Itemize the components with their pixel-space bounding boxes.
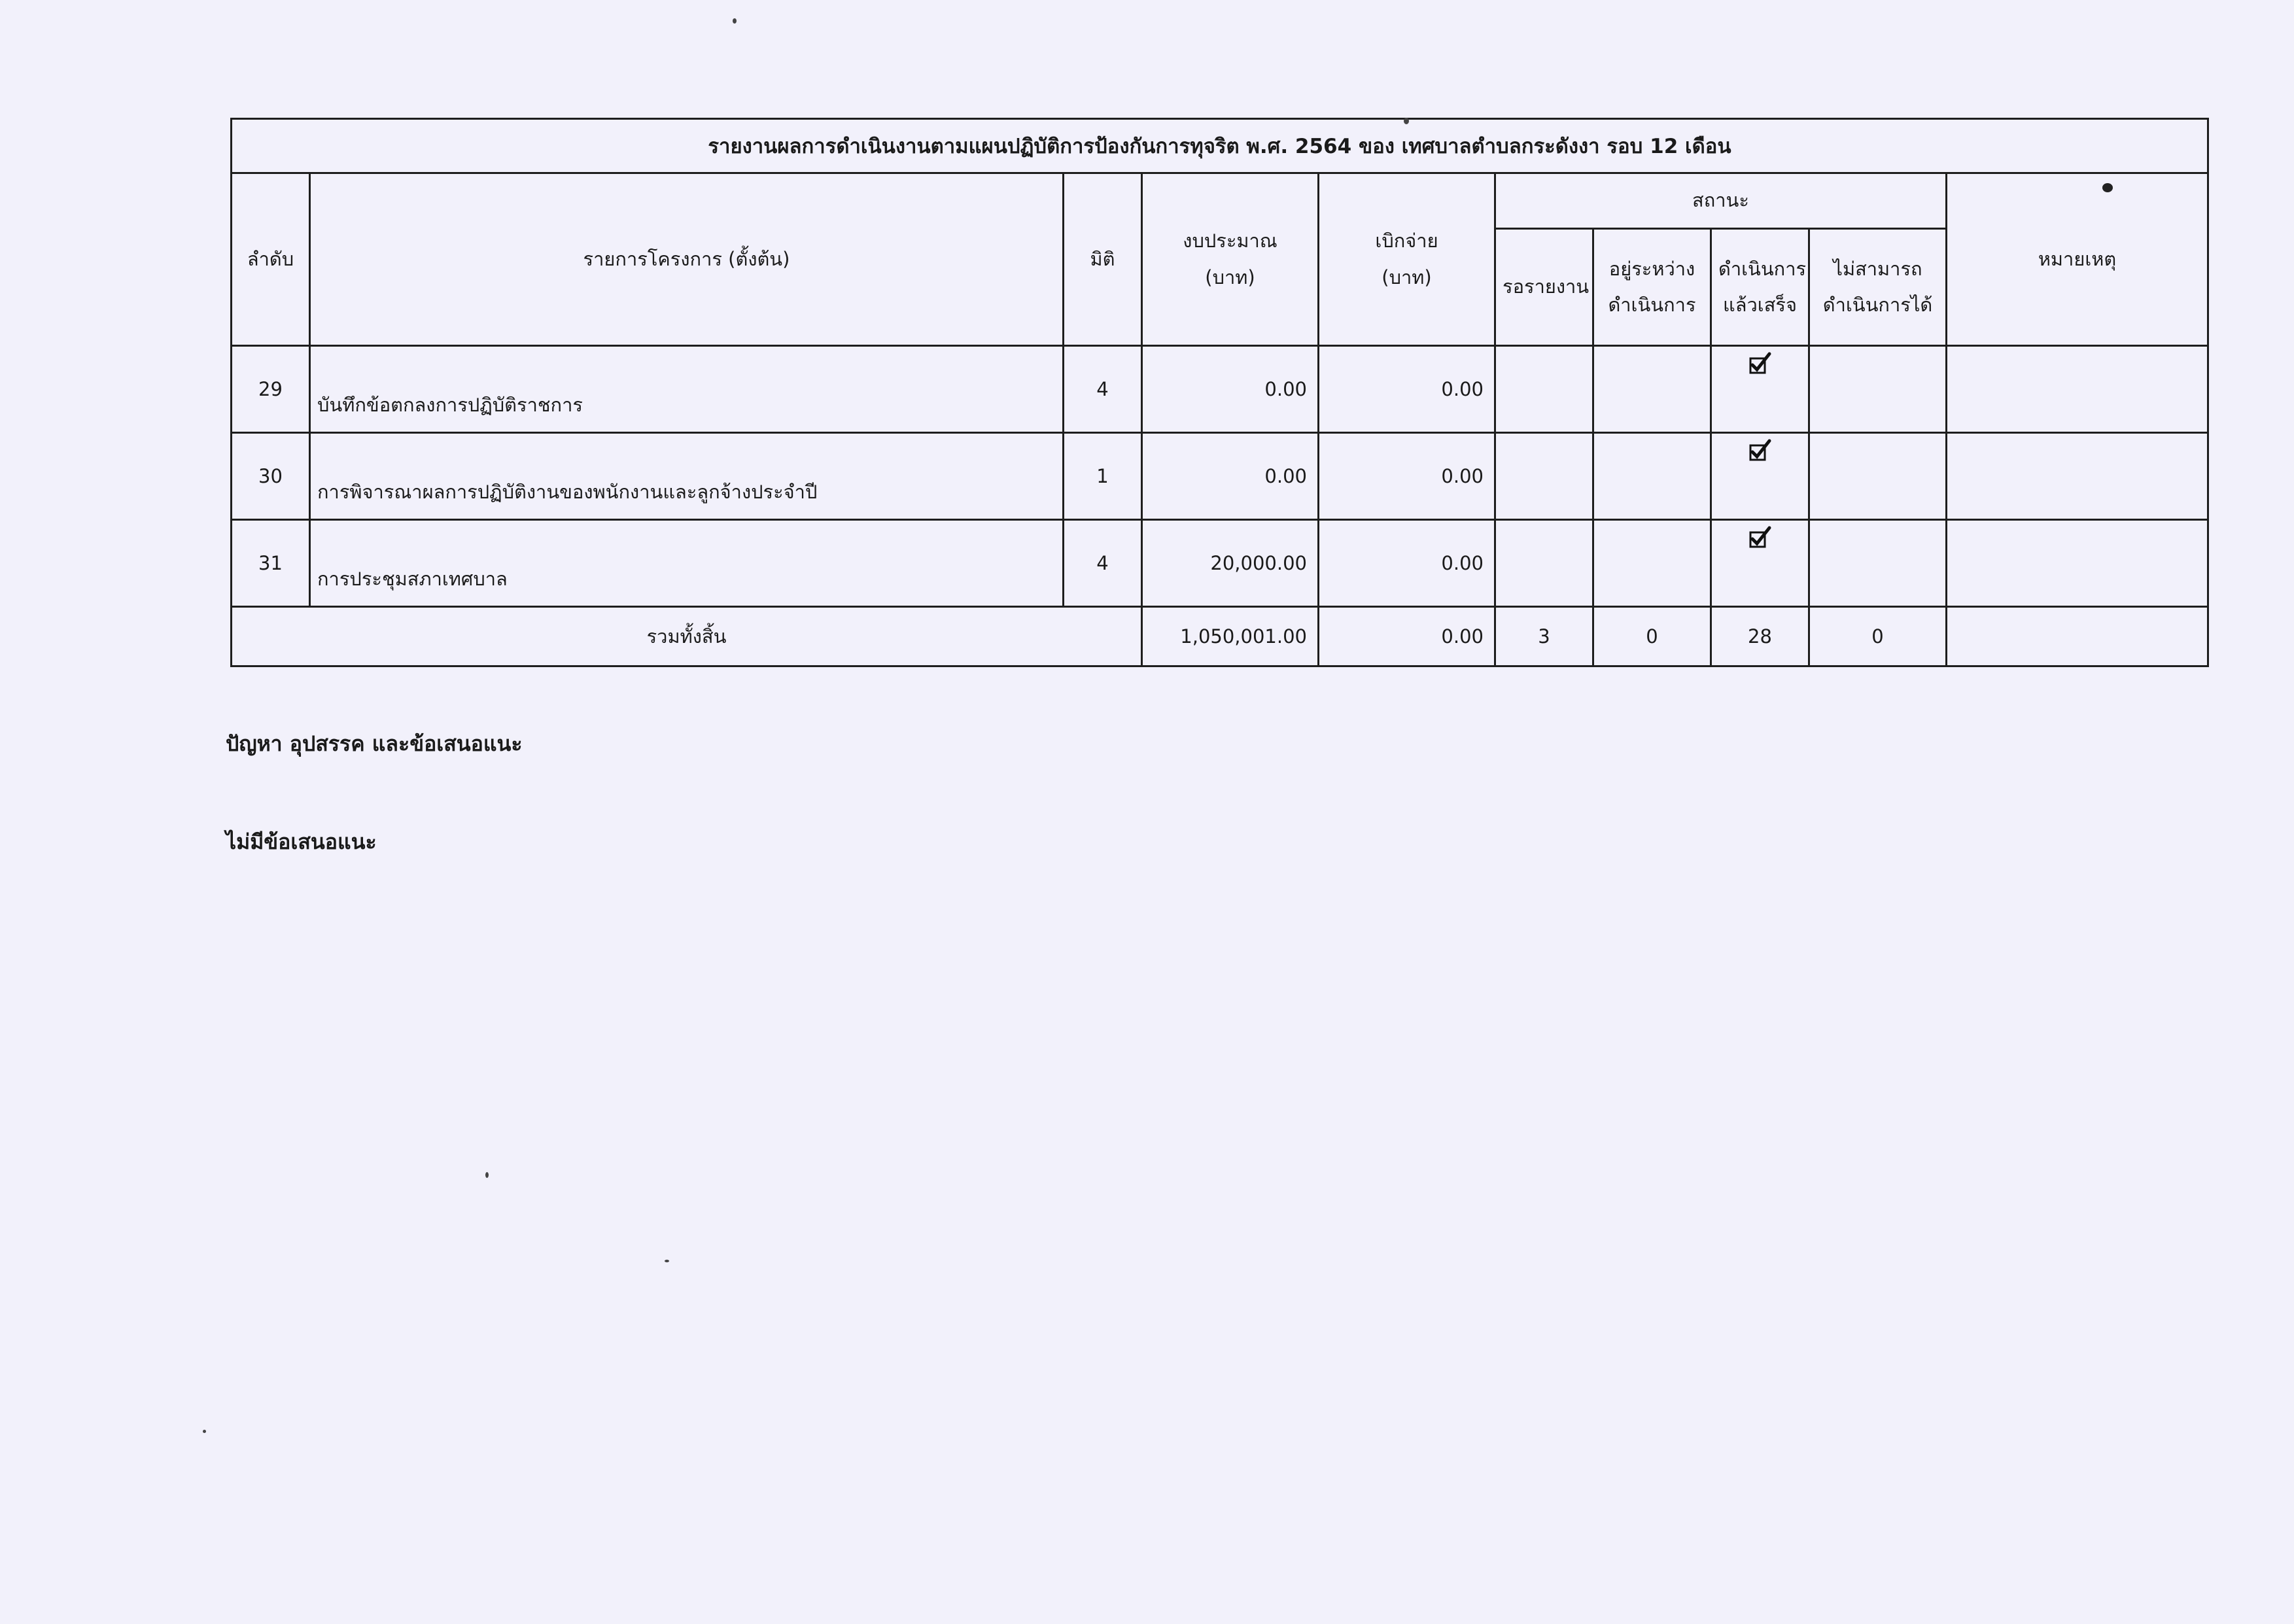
row-dimension: 4 [1064, 346, 1142, 433]
header-status-pending: รอรายงาน [1495, 229, 1593, 346]
row-dimension: 4 [1064, 520, 1142, 607]
total-row [232, 607, 2208, 666]
scan-speck [203, 1430, 206, 1433]
row-budget: 0.00 [1142, 433, 1319, 520]
row-status-inprogress [1593, 520, 1711, 607]
total-remarks [1947, 607, 2208, 666]
row-budget: 20,000.00 [1142, 520, 1319, 607]
header-budget-line2: (บาท) [1205, 266, 1255, 288]
report-title: รายงานผลการดำเนินงานตามแผนปฏิบัติการป้องกันการทุจริต พ.ศ. 2564 ของ เทศบาลตำบลกระดังงา รอบ 12 เดือน [232, 119, 2208, 173]
row-status-pending [1495, 346, 1593, 433]
problem-heading: ปัญหา อุปสรรค และข้อเสนอแนะ [226, 731, 523, 756]
header-status-done-line1: ดำเนินการ [1718, 257, 1807, 280]
header-status: สถานะ [1495, 173, 1947, 229]
total-done: 28 [1711, 607, 1809, 666]
row-order: 30 [232, 433, 310, 520]
header-remarks: หมายเหตุ [1947, 173, 2208, 346]
header-status-unable-line1: ไม่สามารถ [1833, 257, 1922, 280]
no-suggestion-text: ไม่มีข้อเสนอแนะ [226, 829, 377, 854]
total-label: รวมทั้งสิ้น [232, 607, 1142, 666]
row-project: การพิจารณาผลการปฏิบัติงานของพนักงานและลูกจ้างประจำปี [310, 433, 1064, 520]
row-status-done [1711, 433, 1809, 520]
scan-speck [733, 18, 737, 24]
row-status-inprogress [1593, 346, 1711, 433]
header-status-inprogress-line1: อยู่ระหว่าง [1608, 257, 1695, 280]
row-remarks [1947, 520, 2208, 607]
scan-speck [1404, 118, 1409, 124]
total-budget: 1,050,001.00 [1142, 607, 1319, 666]
row-status-inprogress [1593, 433, 1711, 520]
total-inprogress: 0 [1593, 607, 1711, 666]
header-dimension: มิติ [1064, 173, 1142, 346]
table-row [232, 346, 2208, 433]
report-table [230, 118, 2209, 667]
row-spent: 0.00 [1319, 520, 1495, 607]
header-order: ลำดับ [232, 173, 310, 346]
row-status-unable [1809, 433, 1947, 520]
row-project: การประชุมสภาเทศบาล [310, 520, 1064, 607]
row-status-pending [1495, 433, 1593, 520]
header-status-inprogress-line2: ดำเนินการ [1608, 294, 1696, 316]
row-remarks [1947, 346, 2208, 433]
row-spent: 0.00 [1319, 346, 1495, 433]
header-project: รายการโครงการ (ตั้งต้น) [310, 173, 1064, 346]
row-status-done [1711, 346, 1809, 433]
checked-box-icon [1748, 352, 1773, 377]
row-spent: 0.00 [1319, 433, 1495, 520]
checked-box-icon [1748, 439, 1773, 464]
scan-speck [665, 1260, 669, 1262]
header-status-unable [1809, 229, 1947, 346]
total-pending: 3 [1495, 607, 1593, 666]
total-unable: 0 [1809, 607, 1947, 666]
scan-speck [2102, 183, 2113, 192]
header-status-inprogress [1593, 229, 1711, 346]
header-status-unable-line2: ดำเนินการได้ [1822, 294, 1933, 316]
row-project: บันทึกข้อตกลงการปฏิบัติราชการ [310, 346, 1064, 433]
header-spent-line1: เบิกจ่าย [1375, 230, 1438, 252]
header-budget-line1: งบประมาณ [1183, 230, 1277, 252]
row-status-done [1711, 520, 1809, 607]
header-spent [1319, 173, 1495, 346]
header-status-done-line2: แล้วเสร็จ [1723, 294, 1797, 316]
checked-box-icon [1748, 526, 1773, 551]
row-status-unable [1809, 346, 1947, 433]
row-order: 31 [232, 520, 310, 607]
scan-speck [485, 1172, 489, 1178]
row-budget: 0.00 [1142, 346, 1319, 433]
total-spent: 0.00 [1319, 607, 1495, 666]
row-order: 29 [232, 346, 310, 433]
row-remarks [1947, 433, 2208, 520]
header-spent-line2: (บาท) [1382, 266, 1432, 288]
table-row [232, 520, 2208, 607]
header-budget [1142, 173, 1319, 346]
row-status-unable [1809, 520, 1947, 607]
header-status-done [1711, 229, 1809, 346]
row-dimension: 1 [1064, 433, 1142, 520]
row-status-pending [1495, 520, 1593, 607]
table-row [232, 433, 2208, 520]
